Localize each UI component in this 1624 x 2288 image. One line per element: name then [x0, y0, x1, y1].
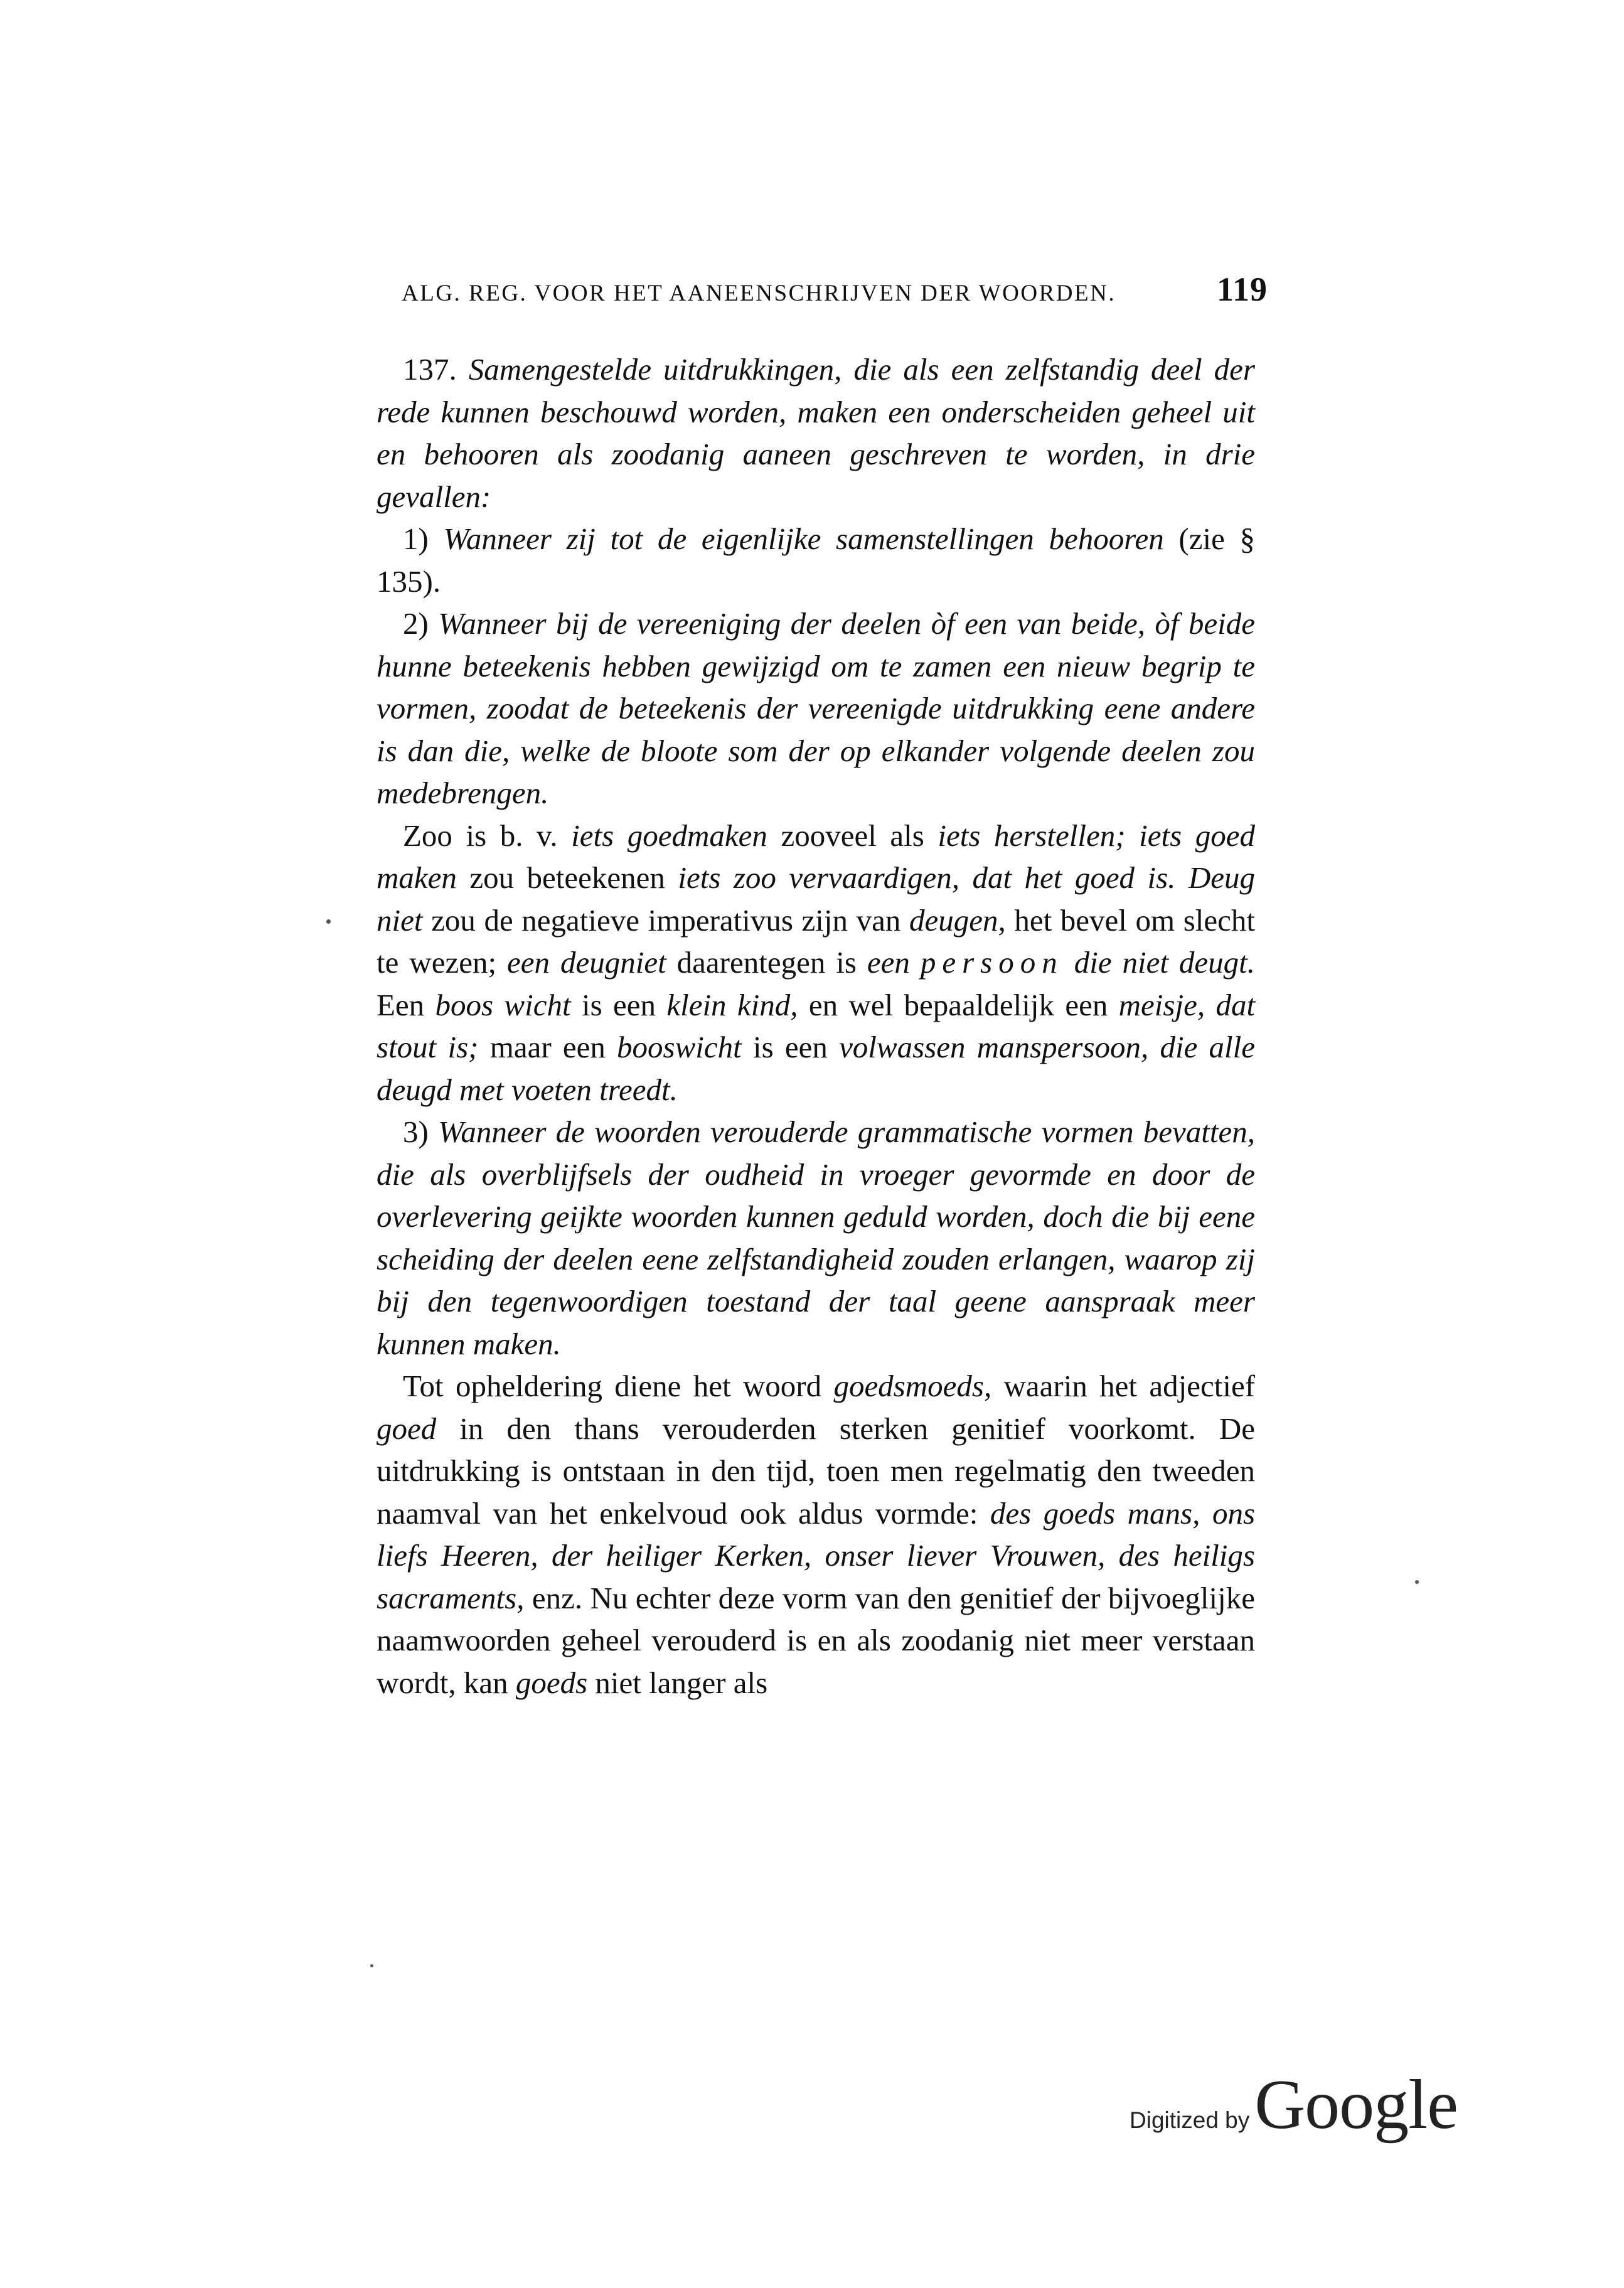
text-run: in den thans verouderden sterken genitief voorkomt. De uitdrukking is ontstaan in den tijd, toen men regelmatig den tweeden naamval van het enkelvoud ook aldus vormde:: [377, 1411, 1255, 1531]
text-run: daarentegen is: [676, 945, 857, 980]
italic-run: een deugniet: [507, 945, 666, 980]
case-label: 3): [403, 1115, 429, 1149]
case-1: [377, 518, 1255, 602]
rule-text: Samengestelde uitdrukkingen, die als een zelfstandig deel der rede kunnen beschouwd worden, maken een onderscheiden geheel uit en behooren als zoodanig aaneen geschreven te worden, in drie gevallen:: [377, 352, 1255, 514]
running-header: [402, 270, 1268, 309]
text-run: zou beteekenen: [469, 860, 665, 895]
text-run: Tot opheldering diene het woord: [403, 1369, 822, 1403]
digitized-by-label: Digitized by: [1130, 2107, 1250, 2133]
example-paragraph: [377, 815, 1255, 1111]
running-title: ALG. REG. VOOR HET AANEENSCHRIJVEN DER WOORDEN.: [402, 281, 1116, 306]
scan-speck: [326, 919, 331, 924]
case-label: 2): [403, 606, 429, 641]
text-run: is een: [581, 987, 656, 1022]
italic-run: goedsmoeds,: [833, 1369, 992, 1403]
text-run: Zoo is b. v.: [403, 818, 558, 853]
text-run: maar een: [489, 1030, 606, 1064]
italic-run: een: [867, 945, 910, 980]
case-label: 1): [403, 521, 429, 556]
digitized-by-google-stamp: [1130, 2065, 1458, 2146]
scan-speck: [370, 1964, 373, 1967]
case-text: Wanneer bij de vereeniging der deelen òf een van beide, òf beide hunne beteekenis hebben gewijzigd om te zamen een nieuw begrip te vormen, zoodat de beteekenis der vereenigde uitdrukking eene andere is dan die, welke de bloote som der op elkander volgende deelen zou medebrengen.: [377, 606, 1256, 810]
italic-run: klein kind,: [666, 987, 798, 1022]
text-run: waarin het adjectief: [1003, 1369, 1256, 1403]
italic-run: goed: [377, 1411, 437, 1446]
case-2: [377, 602, 1255, 815]
text-run: zooveel als: [781, 818, 924, 853]
text-run: en wel bepaaldelijk een: [808, 987, 1108, 1022]
italic-run: boos wicht: [435, 987, 571, 1022]
italic-run: booswicht: [617, 1030, 742, 1064]
italic-run: iets goedmaken: [571, 818, 767, 853]
text-run: Een: [377, 987, 425, 1022]
paragraph-137: [377, 348, 1255, 518]
case-3: [377, 1111, 1255, 1365]
italic-run: goeds: [515, 1665, 588, 1700]
italic-run: iets zoo vervaardigen, dat het goed is.: [678, 860, 1176, 895]
italic-run: deugen,: [909, 902, 1006, 938]
case-text: Wanneer de woorden verouderde grammatische vormen bevatten, die als overblijfsels der oudheid in vroeger gevormde en door de overlevering geijkte woorden kunnen geduld worden, doch die bij eene scheiding der deelen eene zelfstandigheid zouden erlangen, waarop zij bij den tegenwoordigen toestand der taal geene aanspraak meer kunnen maken.: [377, 1115, 1256, 1361]
italic-run: Deug niet: [377, 860, 1256, 938]
text-run: zou de negatieve imperativus zijn van: [431, 902, 901, 938]
italic-run: meisje, dat stout is;: [377, 987, 1256, 1064]
case-text: Wanneer zij tot de eigenlijke samenstellingen behooren: [443, 521, 1164, 556]
text-run: niet langer als: [595, 1665, 768, 1700]
spaced-italic-run: persoon: [920, 945, 1064, 980]
scan-speck: [1415, 1580, 1419, 1584]
text-run: is een: [752, 1030, 828, 1064]
google-logo: Google: [1254, 2066, 1458, 2144]
page-number: 119: [1216, 270, 1268, 308]
text-run: enz. Nu echter deze vorm van den genitief der bijvoeglijke naamwoorden geheel verouderd is en als zoodanig niet meer verstaan wordt, kan: [377, 1580, 1255, 1700]
body-text: [377, 348, 1255, 1704]
section-reference: (zie § 135).: [377, 521, 1256, 599]
italic-run: iets herstellen;: [938, 818, 1126, 853]
italic-run: volwassen manspersoon, die alle deugd met voeten treedt.: [377, 1030, 1256, 1107]
italic-run: iets goed maken: [377, 818, 1255, 895]
italic-run: die niet deugt.: [1074, 945, 1256, 980]
explanation-paragraph: [377, 1365, 1255, 1704]
text-run: het bevel om slecht te wezen;: [377, 902, 1256, 980]
paragraph-number: 137.: [403, 352, 457, 387]
italic-run: des goeds mans, ons liefs Heeren, der heiliger Kerken, onser liever Vrouwen, des heiligs sacraments,: [377, 1495, 1256, 1615]
